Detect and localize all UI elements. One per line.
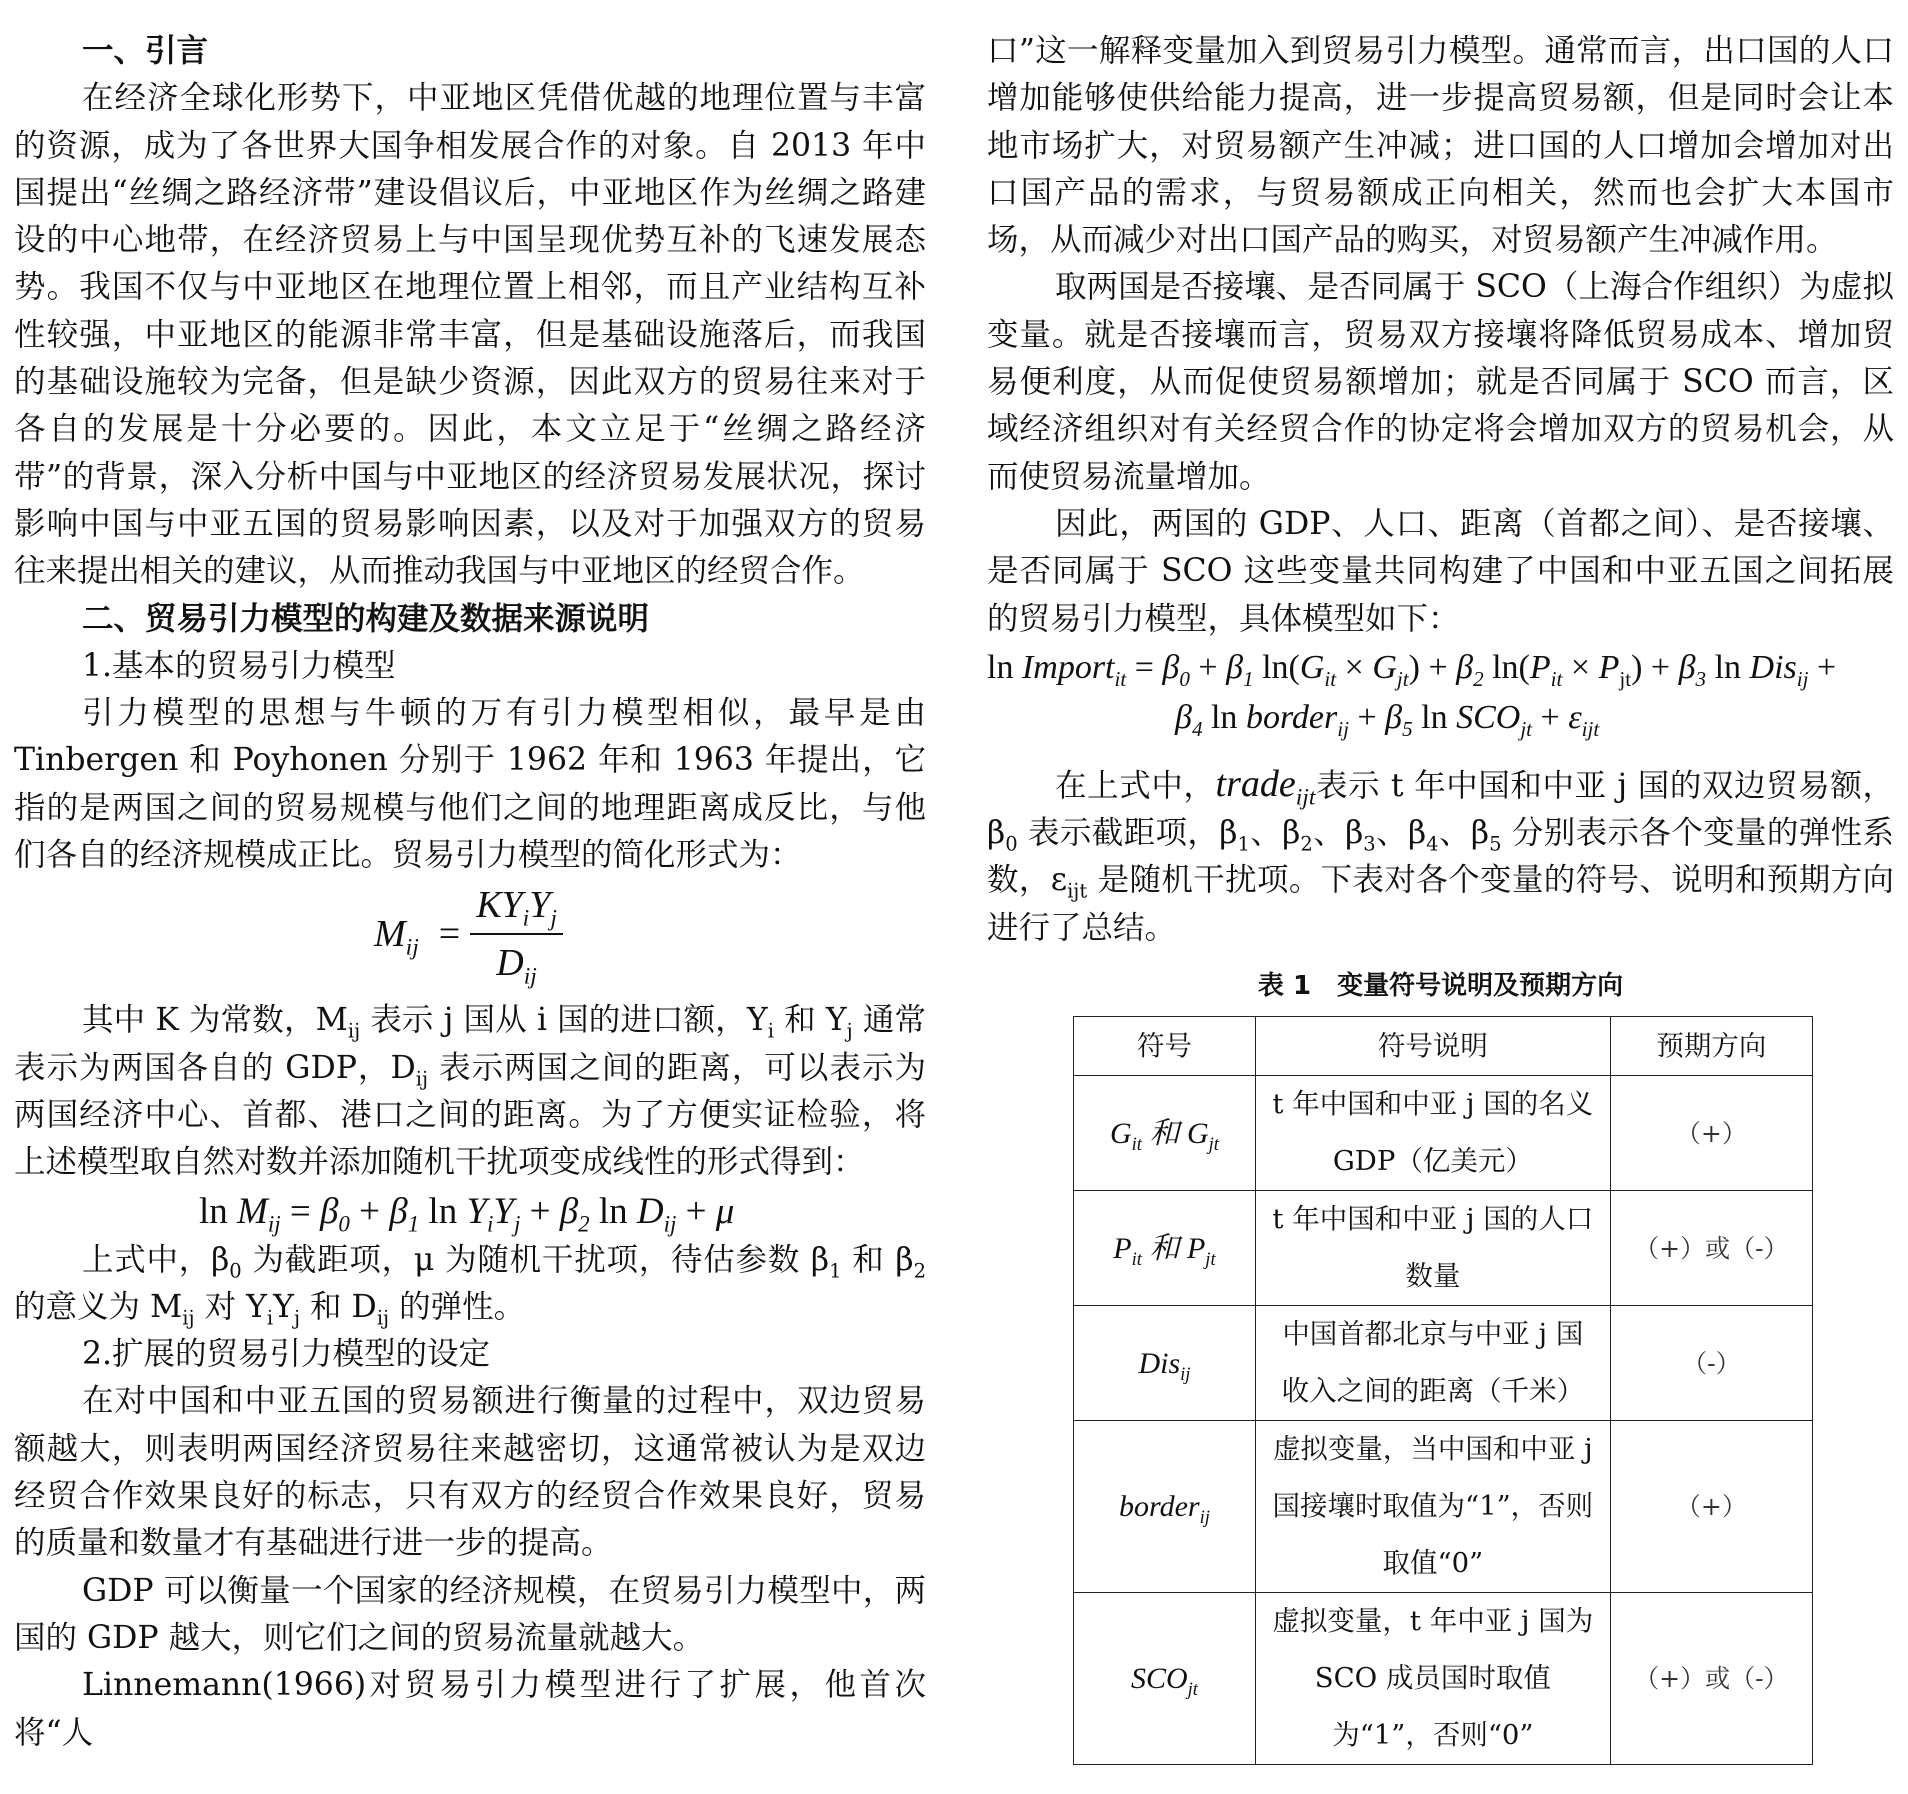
- table-cell-description: t 年中国和中亚 j 国的名义 GDP（亿美元）: [1255, 1076, 1610, 1191]
- table-cell-symbol: $G_{it}$ 和 $G_{jt}$: [1074, 1076, 1256, 1191]
- table-row: [1074, 1593, 1813, 1765]
- section-heading-introduction: 一、引言: [82, 33, 209, 69]
- table-row: [1074, 1306, 1813, 1421]
- equation-extended-gravity: ln Import$_{it}$ = $\beta_0 + \beta_1$ $\ln(G_{it} \times G_{jt}) + \beta_2$ $\ln(P_{it} \times P_{jt}) + \beta_3$ ln Dis$_{ij}$ + $\beta_4$ ln border$_{ij}$ + $\beta_5$ $\ln SCO_{jt} + \varepsilon_{ijt}$: [987, 648, 1837, 741]
- left-column: [14, 28, 926, 1757]
- paragraph-introduction: 在经济全球化形势下，中亚地区凭借优越的地理位置与丰富的资源，成为了各世界大国争相发展合作的对象。自 2013 年中国提出“丝绸之路经济带”建设倡议后，中亚地区作为丝绸之路建设的中心地带，在经济贸易上与中国呈现优势互补的飞速发展态势。我国不仅与中亚地区在地理位置上相邻，而且产业结构互补性较强，中亚地区的能源非常丰富，但是基础设施落后，而我国的基础设施较为完备，但是缺少资源，因此双方的贸易往来对于各自的发展是十分必要的。因此，本文立足于“丝绸之路经济带”的背景，深入分析中国与中亚地区的经济贸易发展状况，探讨影响中国与中亚五国的贸易影响因素，以及对于加强双方的贸易往来提出相关的建议，从而推动我国与中亚地区的经贸合作。: [14, 80, 926, 590]
- table-cell-symbol: $P_{it}$ 和 $P_{jt}$: [1074, 1191, 1256, 1306]
- table-cell-description: t 年中国和中亚 j 国的人口数量: [1255, 1191, 1610, 1306]
- table-header-symbol: 符号: [1074, 1017, 1256, 1076]
- table-cell-description: 虚拟变量，当中国和中亚 j 国接壤时取值为“1”，否则取值“0”: [1255, 1421, 1610, 1593]
- paragraph-population: 口”这一解释变量加入到贸易引力模型。通常而言，出口国的人口增加能够使供给能力提高，进一步提高贸易额，但是同时会让本地市场扩大，对贸易额产生冲减；进口国的人口增加会增加对出口国产品的需求，与贸易额成正向相关，然而也会扩大本国市场，从而减少对出口国产品的购买，对贸易额产生冲减作用。: [987, 33, 1894, 259]
- variables-table: [1073, 1016, 1813, 1765]
- table-cell-symbol: $SCO_{jt}$: [1074, 1593, 1256, 1765]
- table-row: [1074, 1076, 1813, 1191]
- right-column: [987, 28, 1894, 1765]
- table-header-row: [1074, 1017, 1813, 1076]
- subsection-heading-extended-model: 2.扩展的贸易引力模型的设定: [82, 1336, 491, 1373]
- equation-basic-gravity: $M_{ij}$ = $\frac{KY_iY_j}{D_{ij}}$: [14, 879, 926, 997]
- paragraph-bilateral-trade: 在对中国和中亚五国的贸易额进行衡量的过程中，双边贸易额越大，则表明两国经济贸易往来越密切，这通常被认为是双边经贸合作效果良好的标志，只有双方的经贸合作效果良好，贸易的质量和数量才有基础进行进一步的提高。: [14, 1383, 926, 1562]
- table-cell-direction: （+）: [1610, 1421, 1812, 1593]
- paragraph-variable-definitions: 在上式中，trade$_{ijt}$表示 t 年中国和中亚 j 国的双边贸易额，$\beta_0$ 表示截距项，$\beta_1$、$\beta_2$、$\beta_3$、$\beta_4$、$\beta_5$ 分别表示各个变量的弹性系数，$\varepsilon_{ijt}$ 是随机干扰项。下表对各个变量的符号、说明和预期方向进行了总结。: [987, 762, 1894, 946]
- paragraph-gdp: GDP 可以衡量一个国家的经济规模，在贸易引力模型中，两国的 GDP 越大，则它们之间的贸易流量就越大。: [14, 1572, 926, 1656]
- table-cell-symbol: border$_{ij}$: [1074, 1421, 1256, 1593]
- paragraph-linnemann: Linnemann(1966)对贸易引力模型进行了扩展，他首次将“人: [14, 1667, 926, 1751]
- paragraph-gravity-model-origin: 引力模型的思想与牛顿的万有引力模型相似，最早是由 Tinbergen 和 Poyhonen 分别于 1962 年和 1963 年提出，它指的是两国之间的贸易规模与他们之间的地理距离成反比，与他们各自的经济规模成正比。贸易引力模型的简化形式为：: [14, 695, 926, 874]
- paragraph-dummy-variables: 取两国是否接壤、是否同属于 SCO（上海合作组织）为虚拟变量。就是否接壤而言，贸易双方接壤将降低贸易成本、增加贸易便利度，从而促使贸易额增加；就是否同属于 SCO 而言，区域经济组织对有关经贸合作的协定将会增加双方的贸易机会，从而使贸易流量增加。: [987, 269, 1894, 495]
- table-cell-direction: （+）或（-）: [1610, 1191, 1812, 1306]
- table-caption: 表 1 变量符号说明及预期方向: [1257, 971, 1624, 1002]
- section-heading-model: 二、贸易引力模型的构建及数据来源说明: [82, 600, 650, 637]
- table-cell-direction: （+）或（-）: [1610, 1593, 1812, 1765]
- table-cell-description: 虚拟变量，t 年中亚 j 国为 SCO 成员国时取值为“1”，否则“0”: [1255, 1593, 1610, 1765]
- paragraph-model-intro: 因此，两国的 GDP、人口、距离（首都之间）、是否接壤、是否同属于 SCO 这些变量共同构建了中国和中亚五国之间拓展的贸易引力模型，具体模型如下：: [987, 505, 1894, 637]
- table-cell-description: 中国首都北京与中亚 j 国收入之间的距离（千米）: [1255, 1306, 1610, 1421]
- paragraph-parameters: 上式中，$\beta_0$ 为截距项，μ 为随机干扰项，待估参数 $\beta_1$ 和 $\beta_2$ 的意义为 $M_{ij}$ 对 $Y_iY_j$ 和 $D_{ij}$ 的弹性。: [14, 1241, 926, 1330]
- subsection-heading-basic-model: 1.基本的贸易引力模型: [82, 647, 396, 684]
- paragraph-model-variables: 其中 K 为常数，$M_{ij}$ 表示 j 国从 i 国的进口额，$Y_i$ 和 $Y_j$ 通常表示为两国各自的 GDP，$D_{ij}$ 表示两国之间的距离，可以表示为两国经济中心、首都、港口之间的距离。为了方便实证检验，将上述模型取自然对数并添加随机干扰项变成线性的形式得到：: [14, 1002, 927, 1181]
- table-header-direction: 预期方向: [1610, 1017, 1812, 1076]
- equation-log-linear: $\ln M_{ij} = \beta_0 + \beta_1$ $\ln Y_iY_j + \beta_2$ $\ln D_{ij} + \mu$: [199, 1190, 735, 1236]
- table-row: [1074, 1191, 1813, 1306]
- table-header-description: 符号说明: [1255, 1017, 1610, 1076]
- table-row: [1074, 1421, 1813, 1593]
- table-cell-direction: （-）: [1610, 1306, 1812, 1421]
- table-cell-symbol: Dis$_{ij}$: [1074, 1306, 1256, 1421]
- table-cell-direction: （+）: [1610, 1076, 1812, 1191]
